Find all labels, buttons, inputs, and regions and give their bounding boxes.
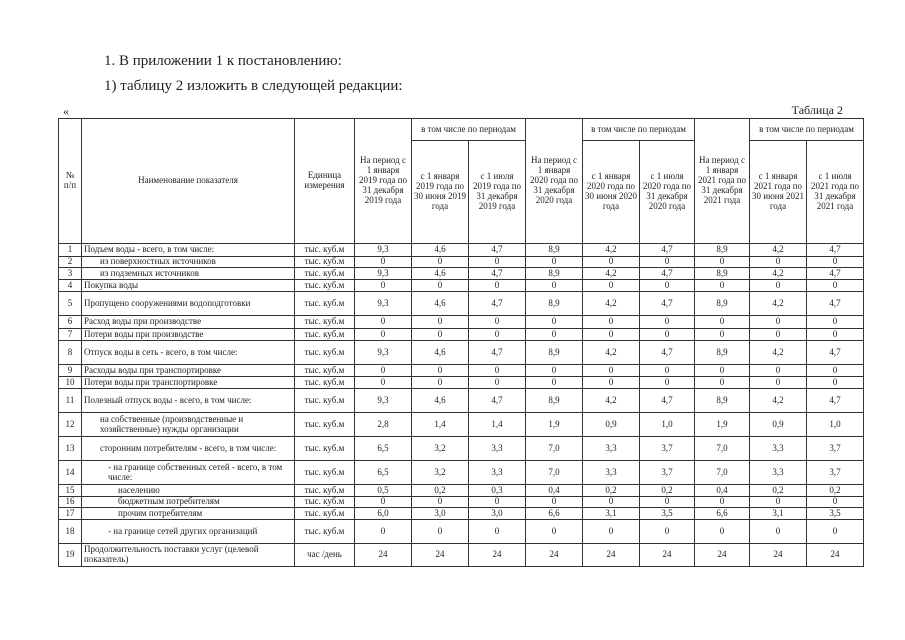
value-cell: 8,9 [695, 268, 750, 280]
value-cell: 3,3 [583, 437, 640, 461]
value-cell: 0 [807, 329, 864, 341]
value-cell: 3,5 [640, 508, 695, 520]
value-cell: 24 [412, 544, 469, 567]
table-row [59, 544, 864, 567]
value-cell: 0 [640, 329, 695, 341]
table-row [59, 461, 864, 485]
value-cell: 0 [355, 365, 412, 377]
unit-cell: тыс. куб.м [295, 280, 355, 292]
value-cell: 4,7 [640, 268, 695, 280]
value-cell: 9,3 [355, 244, 412, 257]
value-cell: 8,9 [526, 341, 583, 365]
value-cell: 0 [469, 377, 526, 389]
unit-cell: тыс. куб.м [295, 257, 355, 268]
header-2019-group: в том числе по периодам [412, 119, 526, 141]
value-cell: 8,9 [695, 244, 750, 257]
value-cell: 0,5 [355, 485, 412, 497]
value-cell: 0 [807, 257, 864, 268]
row-number: 17 [59, 508, 82, 520]
value-cell: 3,5 [807, 508, 864, 520]
indicator-name: из поверхностных источников [82, 257, 295, 268]
unit-cell: тыс. куб.м [295, 497, 355, 508]
water-balance-table [58, 118, 864, 567]
unit-cell: тыс. куб.м [295, 341, 355, 365]
value-cell: 4,7 [469, 389, 526, 413]
header-2021-group: в том числе по периодам [750, 119, 864, 141]
value-cell: 0 [750, 257, 807, 268]
table-row [59, 292, 864, 316]
value-cell: 0 [583, 365, 640, 377]
value-cell: 4,2 [750, 389, 807, 413]
value-cell: 0,4 [526, 485, 583, 497]
value-cell: 0 [750, 365, 807, 377]
value-cell: 4,7 [807, 292, 864, 316]
table-row [59, 257, 864, 268]
indicator-name: - на границе собственных сетей - всего, в том числе: [82, 461, 295, 485]
row-number: 15 [59, 485, 82, 497]
unit-cell: тыс. куб.м [295, 508, 355, 520]
value-cell: 0 [469, 520, 526, 544]
row-number: 11 [59, 389, 82, 413]
value-cell: 0 [640, 365, 695, 377]
indicator-name: Расходы воды при транспортировке [82, 365, 295, 377]
value-cell: 3,3 [583, 461, 640, 485]
value-cell: 9,3 [355, 268, 412, 280]
value-cell: 9,3 [355, 341, 412, 365]
value-cell: 0,9 [750, 413, 807, 437]
value-cell: 4,6 [412, 292, 469, 316]
value-cell: 2,8 [355, 413, 412, 437]
value-cell: 0 [640, 280, 695, 292]
value-cell: 0 [412, 280, 469, 292]
value-cell: 6,0 [355, 508, 412, 520]
value-cell: 0 [355, 377, 412, 389]
value-cell: 4,6 [412, 389, 469, 413]
row-number: 13 [59, 437, 82, 461]
value-cell: 9,3 [355, 389, 412, 413]
table-row [59, 413, 864, 437]
value-cell: 0,2 [583, 485, 640, 497]
value-cell: 0 [355, 316, 412, 329]
value-cell: 8,9 [695, 341, 750, 365]
value-cell: 6,5 [355, 437, 412, 461]
row-number: 1 [59, 244, 82, 257]
unit-cell: тыс. куб.м [295, 437, 355, 461]
value-cell: 0 [583, 329, 640, 341]
value-cell: 1,4 [469, 413, 526, 437]
value-cell: 0 [412, 316, 469, 329]
value-cell: 0 [355, 257, 412, 268]
value-cell: 4,7 [807, 389, 864, 413]
value-cell: 4,7 [640, 292, 695, 316]
row-number: 3 [59, 268, 82, 280]
value-cell: 0 [583, 316, 640, 329]
row-number: 19 [59, 544, 82, 567]
table-row [59, 497, 864, 508]
value-cell: 24 [807, 544, 864, 567]
value-cell: 0 [807, 365, 864, 377]
value-cell: 0 [695, 377, 750, 389]
row-number: 4 [59, 280, 82, 292]
value-cell: 3,7 [640, 461, 695, 485]
value-cell: 0 [412, 257, 469, 268]
value-cell: 0 [355, 497, 412, 508]
value-cell: 4,7 [640, 389, 695, 413]
value-cell: 7,0 [695, 437, 750, 461]
row-number: 8 [59, 341, 82, 365]
row-number: 6 [59, 316, 82, 329]
value-cell: 4,7 [807, 341, 864, 365]
value-cell: 4,2 [750, 341, 807, 365]
unit-cell: тыс. куб.м [295, 520, 355, 544]
value-cell: 3,2 [412, 461, 469, 485]
value-cell: 3,7 [807, 461, 864, 485]
value-cell: 8,9 [526, 389, 583, 413]
value-cell: 0 [355, 329, 412, 341]
value-cell: 0,2 [640, 485, 695, 497]
table-caption: Таблица 2 [791, 103, 843, 117]
value-cell: 0 [640, 497, 695, 508]
unit-cell: тыс. куб.м [295, 365, 355, 377]
header-unit: Единица измерения [295, 119, 355, 244]
value-cell: 4,7 [640, 341, 695, 365]
indicator-name: Отпуск воды в сеть - всего, в том числе: [82, 341, 295, 365]
value-cell: 4,2 [583, 341, 640, 365]
value-cell: 0 [750, 280, 807, 292]
indicator-name: Расход воды при производстве [82, 316, 295, 329]
unit-cell: тыс. куб.м [295, 461, 355, 485]
header-num: № п/п [59, 119, 82, 244]
indicator-name: на собственные (производственные и хозяйственные) нужды организации [82, 413, 295, 437]
unit-cell: тыс. куб.м [295, 244, 355, 257]
unit-cell: тыс. куб.м [295, 413, 355, 437]
value-cell: 7,0 [526, 437, 583, 461]
value-cell: 0 [750, 316, 807, 329]
value-cell: 4,2 [750, 292, 807, 316]
value-cell: 0 [695, 329, 750, 341]
value-cell: 8,9 [695, 292, 750, 316]
value-cell: 0 [469, 280, 526, 292]
row-number: 2 [59, 257, 82, 268]
value-cell: 3,3 [750, 461, 807, 485]
value-cell: 0 [469, 329, 526, 341]
value-cell: 6,5 [355, 461, 412, 485]
header-2020-h2: с 1 июля 2020 года по 31 декабря 2020 года [640, 141, 695, 244]
value-cell: 3,0 [412, 508, 469, 520]
indicator-name: населению [82, 485, 295, 497]
value-cell: 3,3 [469, 461, 526, 485]
value-cell: 7,0 [526, 461, 583, 485]
header-2019-total: На период с 1 января 2019 года по 31 декабря 2019 года [355, 119, 412, 244]
indicator-name: бюджетным потребителям [82, 497, 295, 508]
value-cell: 0 [526, 497, 583, 508]
value-cell: 4,7 [807, 244, 864, 257]
header-name: Наименование показателя [82, 119, 295, 244]
row-number: 18 [59, 520, 82, 544]
value-cell: 0 [750, 520, 807, 544]
unit-cell: тыс. куб.м [295, 292, 355, 316]
amendment-heading: 1. В приложении 1 к постановлению: [104, 53, 342, 69]
indicator-name: Покупка воды [82, 280, 295, 292]
value-cell: 0 [526, 365, 583, 377]
value-cell: 0 [640, 377, 695, 389]
value-cell: 24 [583, 544, 640, 567]
row-number: 7 [59, 329, 82, 341]
value-cell: 8,9 [526, 292, 583, 316]
value-cell: 0 [640, 257, 695, 268]
table-row [59, 329, 864, 341]
table-row [59, 280, 864, 292]
value-cell: 0 [807, 497, 864, 508]
value-cell: 4,7 [469, 244, 526, 257]
value-cell: 4,6 [412, 268, 469, 280]
value-cell: 0 [695, 365, 750, 377]
value-cell: 4,7 [469, 268, 526, 280]
row-number: 9 [59, 365, 82, 377]
unit-cell: тыс. куб.м [295, 377, 355, 389]
value-cell: 0 [807, 377, 864, 389]
indicator-name: прочим потребителям [82, 508, 295, 520]
value-cell: 0 [526, 257, 583, 268]
indicator-name: Подъем воды - всего, в том числе: [82, 244, 295, 257]
value-cell: 0,2 [412, 485, 469, 497]
table-row [59, 377, 864, 389]
value-cell: 0 [526, 280, 583, 292]
value-cell: 0,2 [750, 485, 807, 497]
table-row [59, 244, 864, 257]
value-cell: 24 [750, 544, 807, 567]
table-body [59, 244, 864, 567]
value-cell: 3,7 [640, 437, 695, 461]
table-row [59, 520, 864, 544]
value-cell: 0 [695, 257, 750, 268]
table-row [59, 341, 864, 365]
table-row [59, 389, 864, 413]
value-cell: 3,3 [750, 437, 807, 461]
value-cell: 0 [412, 377, 469, 389]
value-cell: 24 [640, 544, 695, 567]
value-cell: 4,7 [640, 244, 695, 257]
value-cell: 24 [526, 544, 583, 567]
value-cell: 0 [807, 316, 864, 329]
value-cell: 0,9 [583, 413, 640, 437]
value-cell: 3,1 [750, 508, 807, 520]
value-cell: 0 [640, 520, 695, 544]
unit-cell: тыс. куб.м [295, 485, 355, 497]
value-cell: 1,9 [526, 413, 583, 437]
value-cell: 0 [750, 329, 807, 341]
value-cell: 0 [412, 520, 469, 544]
value-cell: 8,9 [526, 244, 583, 257]
value-cell: 0 [526, 316, 583, 329]
indicator-name: Полезный отпуск воды - всего, в том числе: [82, 389, 295, 413]
value-cell: 7,0 [695, 461, 750, 485]
value-cell: 3,0 [469, 508, 526, 520]
value-cell: 3,2 [412, 437, 469, 461]
value-cell: 1,0 [640, 413, 695, 437]
value-cell: 6,6 [695, 508, 750, 520]
value-cell: 0 [469, 257, 526, 268]
value-cell: 24 [469, 544, 526, 567]
value-cell: 24 [695, 544, 750, 567]
indicator-name: Потери воды при транспортировке [82, 377, 295, 389]
row-number: 14 [59, 461, 82, 485]
table-row [59, 485, 864, 497]
unit-cell: тыс. куб.м [295, 389, 355, 413]
header-2019-h1: с 1 января 2019 года по 30 июня 2019 года [412, 141, 469, 244]
indicator-name: - на границе сетей других организаций [82, 520, 295, 544]
value-cell: 0 [750, 377, 807, 389]
indicator-name: Пропущено сооружениями водоподготовки [82, 292, 295, 316]
value-cell: 4,2 [583, 292, 640, 316]
value-cell: 0 [695, 280, 750, 292]
unit-cell: тыс. куб.м [295, 316, 355, 329]
opening-quote: « [63, 104, 69, 118]
value-cell: 4,7 [807, 268, 864, 280]
value-cell: 9,3 [355, 292, 412, 316]
value-cell: 0 [640, 316, 695, 329]
table-row [59, 437, 864, 461]
value-cell: 8,9 [695, 389, 750, 413]
value-cell: 0 [526, 520, 583, 544]
value-cell: 0 [695, 316, 750, 329]
value-cell: 0 [583, 497, 640, 508]
indicator-name: Продолжительность поставки услуг (целевой показатель) [82, 544, 295, 567]
value-cell: 0,3 [469, 485, 526, 497]
value-cell: 0 [583, 280, 640, 292]
row-number: 16 [59, 497, 82, 508]
indicator-name: сторонним потребителям - всего, в том числе: [82, 437, 295, 461]
indicator-name: из подземных источников [82, 268, 295, 280]
value-cell: 0 [583, 257, 640, 268]
value-cell: 24 [355, 544, 412, 567]
value-cell: 0 [355, 520, 412, 544]
value-cell: 1,9 [695, 413, 750, 437]
header-2020-h1: с 1 января 2020 года по 30 июня 2020 года [583, 141, 640, 244]
value-cell: 0,4 [695, 485, 750, 497]
value-cell: 0 [807, 280, 864, 292]
row-number: 5 [59, 292, 82, 316]
table-row [59, 268, 864, 280]
value-cell: 0 [526, 329, 583, 341]
indicator-name: Потери воды при производстве [82, 329, 295, 341]
value-cell: 0 [583, 377, 640, 389]
value-cell: 4,2 [583, 268, 640, 280]
header-2019-h2: с 1 июля 2019 года по 31 декабря 2019 года [469, 141, 526, 244]
value-cell: 0 [412, 329, 469, 341]
value-cell: 4,2 [750, 244, 807, 257]
value-cell: 3,3 [469, 437, 526, 461]
value-cell: 0 [469, 316, 526, 329]
header-2021-h2: с 1 июля 2021 года по 31 декабря 2021 года [807, 141, 864, 244]
header-2021-total: На период с 1 января 2021 года по 31 декабря 2021 года [695, 119, 750, 244]
header-2021-h1: с 1 января 2021 года по 30 июня 2021 года [750, 141, 807, 244]
value-cell: 6,6 [526, 508, 583, 520]
value-cell: 4,2 [583, 244, 640, 257]
table-row [59, 316, 864, 329]
value-cell: 4,7 [469, 292, 526, 316]
header-2020-total: На период с 1 января 2020 года по 31 декабря 2020 года [526, 119, 583, 244]
value-cell: 1,4 [412, 413, 469, 437]
value-cell: 3,7 [807, 437, 864, 461]
value-cell: 4,2 [583, 389, 640, 413]
value-cell: 0 [412, 497, 469, 508]
table-row [59, 508, 864, 520]
row-number: 10 [59, 377, 82, 389]
value-cell: 0 [355, 280, 412, 292]
value-cell: 4,7 [469, 341, 526, 365]
value-cell: 0 [469, 365, 526, 377]
value-cell: 4,6 [412, 341, 469, 365]
value-cell: 3,1 [583, 508, 640, 520]
value-cell: 0 [583, 520, 640, 544]
unit-cell: час /день [295, 544, 355, 567]
header-2020-group: в том числе по периодам [583, 119, 695, 141]
value-cell: 0 [412, 365, 469, 377]
row-number: 12 [59, 413, 82, 437]
value-cell: 0 [469, 497, 526, 508]
value-cell: 4,2 [750, 268, 807, 280]
table-row [59, 365, 864, 377]
value-cell: 1,0 [807, 413, 864, 437]
value-cell: 4,6 [412, 244, 469, 257]
value-cell: 0 [695, 520, 750, 544]
unit-cell: тыс. куб.м [295, 268, 355, 280]
value-cell: 0,2 [807, 485, 864, 497]
value-cell: 0 [526, 377, 583, 389]
value-cell: 0 [695, 497, 750, 508]
value-cell: 0 [807, 520, 864, 544]
value-cell: 8,9 [526, 268, 583, 280]
amendment-subheading: 1) таблицу 2 изложить в следующей редакции: [104, 78, 403, 94]
value-cell: 0 [750, 497, 807, 508]
unit-cell: тыс. куб.м [295, 329, 355, 341]
